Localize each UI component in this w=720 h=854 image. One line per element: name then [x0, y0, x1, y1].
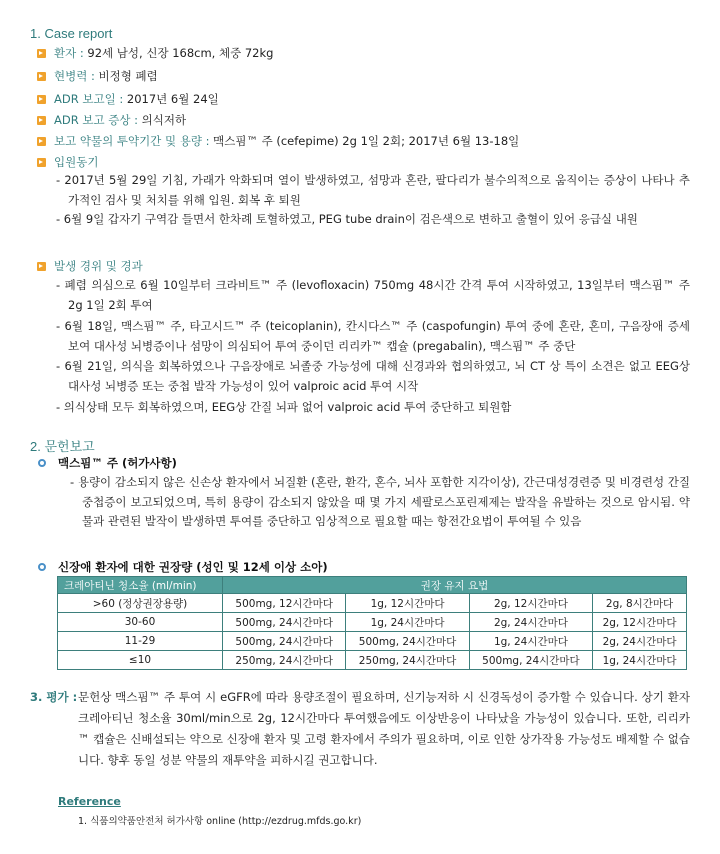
arrow-bullet-icon: [37, 72, 46, 81]
table-cell: 2g, 12시간마다: [469, 594, 592, 613]
arrow-bullet-icon: [37, 137, 46, 146]
course-heading: [37, 258, 143, 274]
dose-table-heading-text: 신장애 환자에 대한 권장량 (성인 및 12세 이상 소아): [58, 560, 328, 574]
adr-symptom-line: ADR 보고 증상 : 의식저하: [37, 112, 186, 128]
table-row: [58, 651, 687, 670]
evaluation-text: 문헌상 맥스핌™ 주 투여 시 eGFR에 따라 용량조절이 필요하며, 신기능저하 시 신경독성이 증가할 수 있습니다. 상기 환자 크레아티닌 청소율 30ml/min으로 2g, 12시간마다 투여했음에도 이상반응이 나타났을 가능성이 있습니다. 또한, 리리카™ 캡슐은 신배설되는 약으로 신장애 환자 및 고령 환자에서 주의가 필요하며, 이로 인한 상가작용 가능성도 배제할 수 없습니다. 향후 동일 성분 약물의 재투약을 피하시길 권고합니다.: [78, 690, 690, 767]
table-cell: 30-60: [58, 613, 223, 632]
table-cell: 250mg, 24시간마다: [223, 651, 346, 670]
adr-symptom-value: 의식저하: [141, 113, 187, 127]
patient-info-line: 환자 : 92세 남성, 신장 168cm, 체중 72kg: [37, 45, 273, 61]
header-creatinine-clearance: 크레아티닌 청소율 (ml/min): [58, 577, 223, 594]
table-cell: 1g, 24시간마다: [593, 651, 687, 670]
admission-reason-heading: [37, 154, 98, 170]
course-label: 발생 경위 및 경과: [54, 259, 143, 273]
table-cell: 500mg, 24시간마다: [346, 632, 469, 651]
arrow-bullet-icon: [37, 158, 46, 167]
course-paragraph-3: - 6월 21일, 의식을 회복하였으나 구음장애로 뇌졸중 가능성에 대해 신경과와 협의하였고, 뇌 CT 상 특이 소견은 없고 EEG상 대사성 뇌병증 또는 중첩 발작 가능성이 있어 valproic acid 투여 시작: [56, 359, 690, 393]
drug-dosage-line: 보고 약물의 투약기간 및 용량 : 맥스핌™ 주 (cefepime) 2g 1일 2회; 2017년 6월 13-18일: [37, 133, 519, 149]
table-row: [58, 613, 687, 632]
table-row: [58, 594, 687, 613]
section-title-case-report: 1. Case report: [30, 26, 113, 41]
course-paragraph-4: - 의식상태 모두 회복하였으며, EEG상 간질 뇌파 없어 valproic acid 투여 중단하고 퇴원함: [56, 400, 512, 414]
arrow-bullet-icon: [37, 95, 46, 104]
table-cell: ≤10: [58, 651, 223, 670]
arrow-bullet-icon: [37, 49, 46, 58]
adr-symptom-label: ADR 보고 증상: [54, 113, 131, 127]
renal-dose-table: [57, 576, 687, 670]
table-cell: 500mg, 24시간마다: [223, 613, 346, 632]
table-row: [58, 632, 687, 651]
course-paragraph-2: - 6월 18일, 맥스핌™ 주, 타고시드™ 주 (teicoplanin), 칸시다스™ 주 (caspofungin) 투여 중에 혼란, 혼미, 구음장애 증세 보여 대사성 뇌병증이나 섬망이 의심되어 투여 중이던 리리카™ 캡슐 (pregabalin), 맥스핌™ 주 중단: [56, 319, 690, 353]
table-cell: 1g, 12시간마다: [346, 594, 469, 613]
admission-paragraph-2: - 6월 9일 갑자기 구역감 들면서 한차례 토혈하였고, PEG tube drain이 검은색으로 변하고 출혈이 있어 응급실 내원: [56, 212, 638, 226]
history-label: 현병력: [54, 69, 88, 83]
table-cell: 500mg, 24시간마다: [469, 651, 592, 670]
adr-date-line: ADR 보고일 : 2017년 6월 24일: [37, 91, 219, 107]
course-paragraph-1: - 폐렴 의심으로 6월 10일부터 크라비트™ 주 (levofloxacin) 750mg 48시간 간격 투여 시작하였고, 13일부터 맥스핌™ 주 2g 1일 2회 투여: [56, 278, 690, 312]
label-info-paragraph: - 용량이 감소되지 않은 신손상 환자에서 뇌질환 (혼란, 환각, 혼수, 뇌사 포함한 지각이상), 간근대성경련증 및 비경련성 간질중첩증이 보고되었으며, 특히 용량이 감소되지 않았을 때 몇 가지 세팔로스포린제제는 발작을 유발하는 것으로 암시됨. 약물과 관련된 발작이 발생하면 투여를 중단하고 임상적으로 필요할 때는 항전간요법이 투여될 수 있음: [70, 475, 690, 528]
patient-value: 92세 남성, 신장 168cm, 체중 72kg: [87, 46, 274, 60]
history-line: 현병력 : 비정형 폐렴: [37, 68, 158, 84]
label-info-heading: [38, 455, 177, 471]
evaluation-label: 3. 평가 :: [30, 690, 78, 704]
table-cell: 2g, 8시간마다: [593, 594, 687, 613]
circle-bullet-icon: [38, 459, 46, 467]
table-cell: 11-29: [58, 632, 223, 651]
table-cell: 2g, 24시간마다: [469, 613, 592, 632]
label-info-heading-text: 맥스핌™ 주 (허가사항): [58, 456, 177, 470]
section-title-literature: 2. 문헌보고: [30, 439, 95, 454]
table-cell: >60 (정상권장용량): [58, 594, 223, 613]
table-cell: 250mg, 24시간마다: [346, 651, 469, 670]
arrow-bullet-icon: [37, 116, 46, 125]
admission-paragraph-1: - 2017년 5월 29일 기침, 가래가 악화되며 열이 발생하였고, 섬망과 혼란, 팔다리가 불수의적으로 움직이는 증상이 나타나 추가적인 검사 및 처치를 위해 입원. 회복 후 퇴원: [56, 173, 690, 207]
adr-date-value: 2017년 6월 24일: [126, 92, 219, 106]
reference-item: 1. 식품의약품안전처 허가사항 online (http://ezdrug.mfds.go.kr): [78, 816, 362, 827]
table-cell: 2g, 24시간마다: [593, 632, 687, 651]
patient-label: 환자: [54, 46, 77, 60]
adr-date-label: ADR 보고일: [54, 92, 116, 106]
table-cell: 500mg, 24시간마다: [223, 632, 346, 651]
header-maintenance-regimen: 권장 유지 요법: [223, 577, 687, 594]
table-cell: 1g, 24시간마다: [346, 613, 469, 632]
circle-bullet-icon: [38, 563, 46, 571]
table-header-row: [58, 577, 687, 594]
table-cell: 1g, 24시간마다: [469, 632, 592, 651]
dose-table-heading: [38, 559, 328, 575]
admission-reason-label: 입원동기: [54, 155, 99, 169]
table-cell: 500mg, 12시간마다: [223, 594, 346, 613]
drug-dosage-value: 맥스핌™ 주 (cefepime) 2g 1일 2회; 2017년 6월 13-18일: [213, 134, 520, 148]
history-value: 비정형 폐렴: [98, 69, 158, 83]
reference-title: Reference: [58, 795, 121, 808]
table-cell: 2g, 12시간마다: [593, 613, 687, 632]
drug-dosage-label: 보고 약물의 투약기간 및 용량: [54, 134, 202, 148]
arrow-bullet-icon: [37, 262, 46, 271]
